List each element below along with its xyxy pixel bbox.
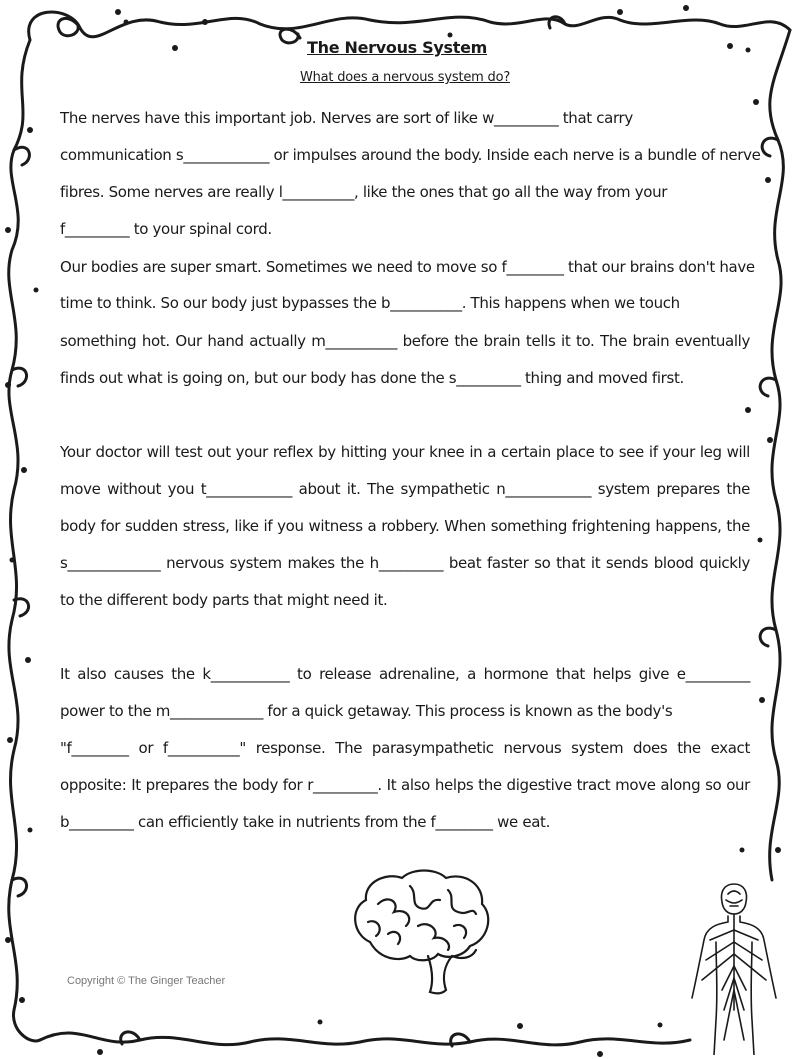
text-line: Our bodies are super smart. Sometimes we need to move so f________ that our brains don't have xyxy=(60,258,755,276)
nervous-system-body-illustration xyxy=(688,880,780,1055)
text-line: move without you t____________ about it. The sympathetic n____________ system prepares the xyxy=(60,480,750,498)
text-line: body for sudden stress, like if you witness a robbery. When something frightening happens, the xyxy=(60,517,750,535)
text-line: opposite: It prepares the body for r_________. It also helps the digestive tract move along so our xyxy=(60,776,750,794)
text-line: power to the m_____________ for a quick getaway. This process is known as the body's xyxy=(60,702,673,720)
text-line: It also causes the k___________ to release adrenaline, a hormone that helps give e_________ xyxy=(60,665,750,683)
text-line: f_________ to your spinal cord. xyxy=(60,220,272,238)
text-line: communication s____________ or impulses around the body. Inside each nerve is a bundle of nerve xyxy=(60,146,761,164)
text-line: finds out what is going on, but our body has done the s_________ thing and moved first. xyxy=(60,369,684,387)
text-line: Your doctor will test out your reflex by hitting your knee in a certain place to see if your leg will xyxy=(60,443,750,461)
page-title: The Nervous System xyxy=(306,38,487,57)
text-line: time to think. So our body just bypasses the b__________. This happens when we touch xyxy=(60,294,680,312)
copyright-notice: Copyright © The Ginger Teacher xyxy=(67,975,226,987)
text-line: "f________ or f__________" response. The parasympathetic nervous system does the exact xyxy=(60,739,750,757)
text-line: something hot. Our hand actually m__________ before the brain tells it to. The brain eventually xyxy=(60,332,750,350)
text-line: The nerves have this important job. Nerves are sort of like w_________ that carry xyxy=(60,109,633,127)
brain-illustration xyxy=(348,864,492,996)
page-subtitle: What does a nervous system do? xyxy=(299,70,511,85)
text-line: to the different body parts that might need it. xyxy=(60,591,388,609)
text-line: b_________ can efficiently take in nutrients from the f________ we eat. xyxy=(60,813,550,831)
text-line: s_____________ nervous system makes the h_________ beat faster so that it sends blood quickly xyxy=(60,554,750,572)
text-line: fibres. Some nerves are really l__________, like the ones that go all the way from your xyxy=(60,183,668,201)
